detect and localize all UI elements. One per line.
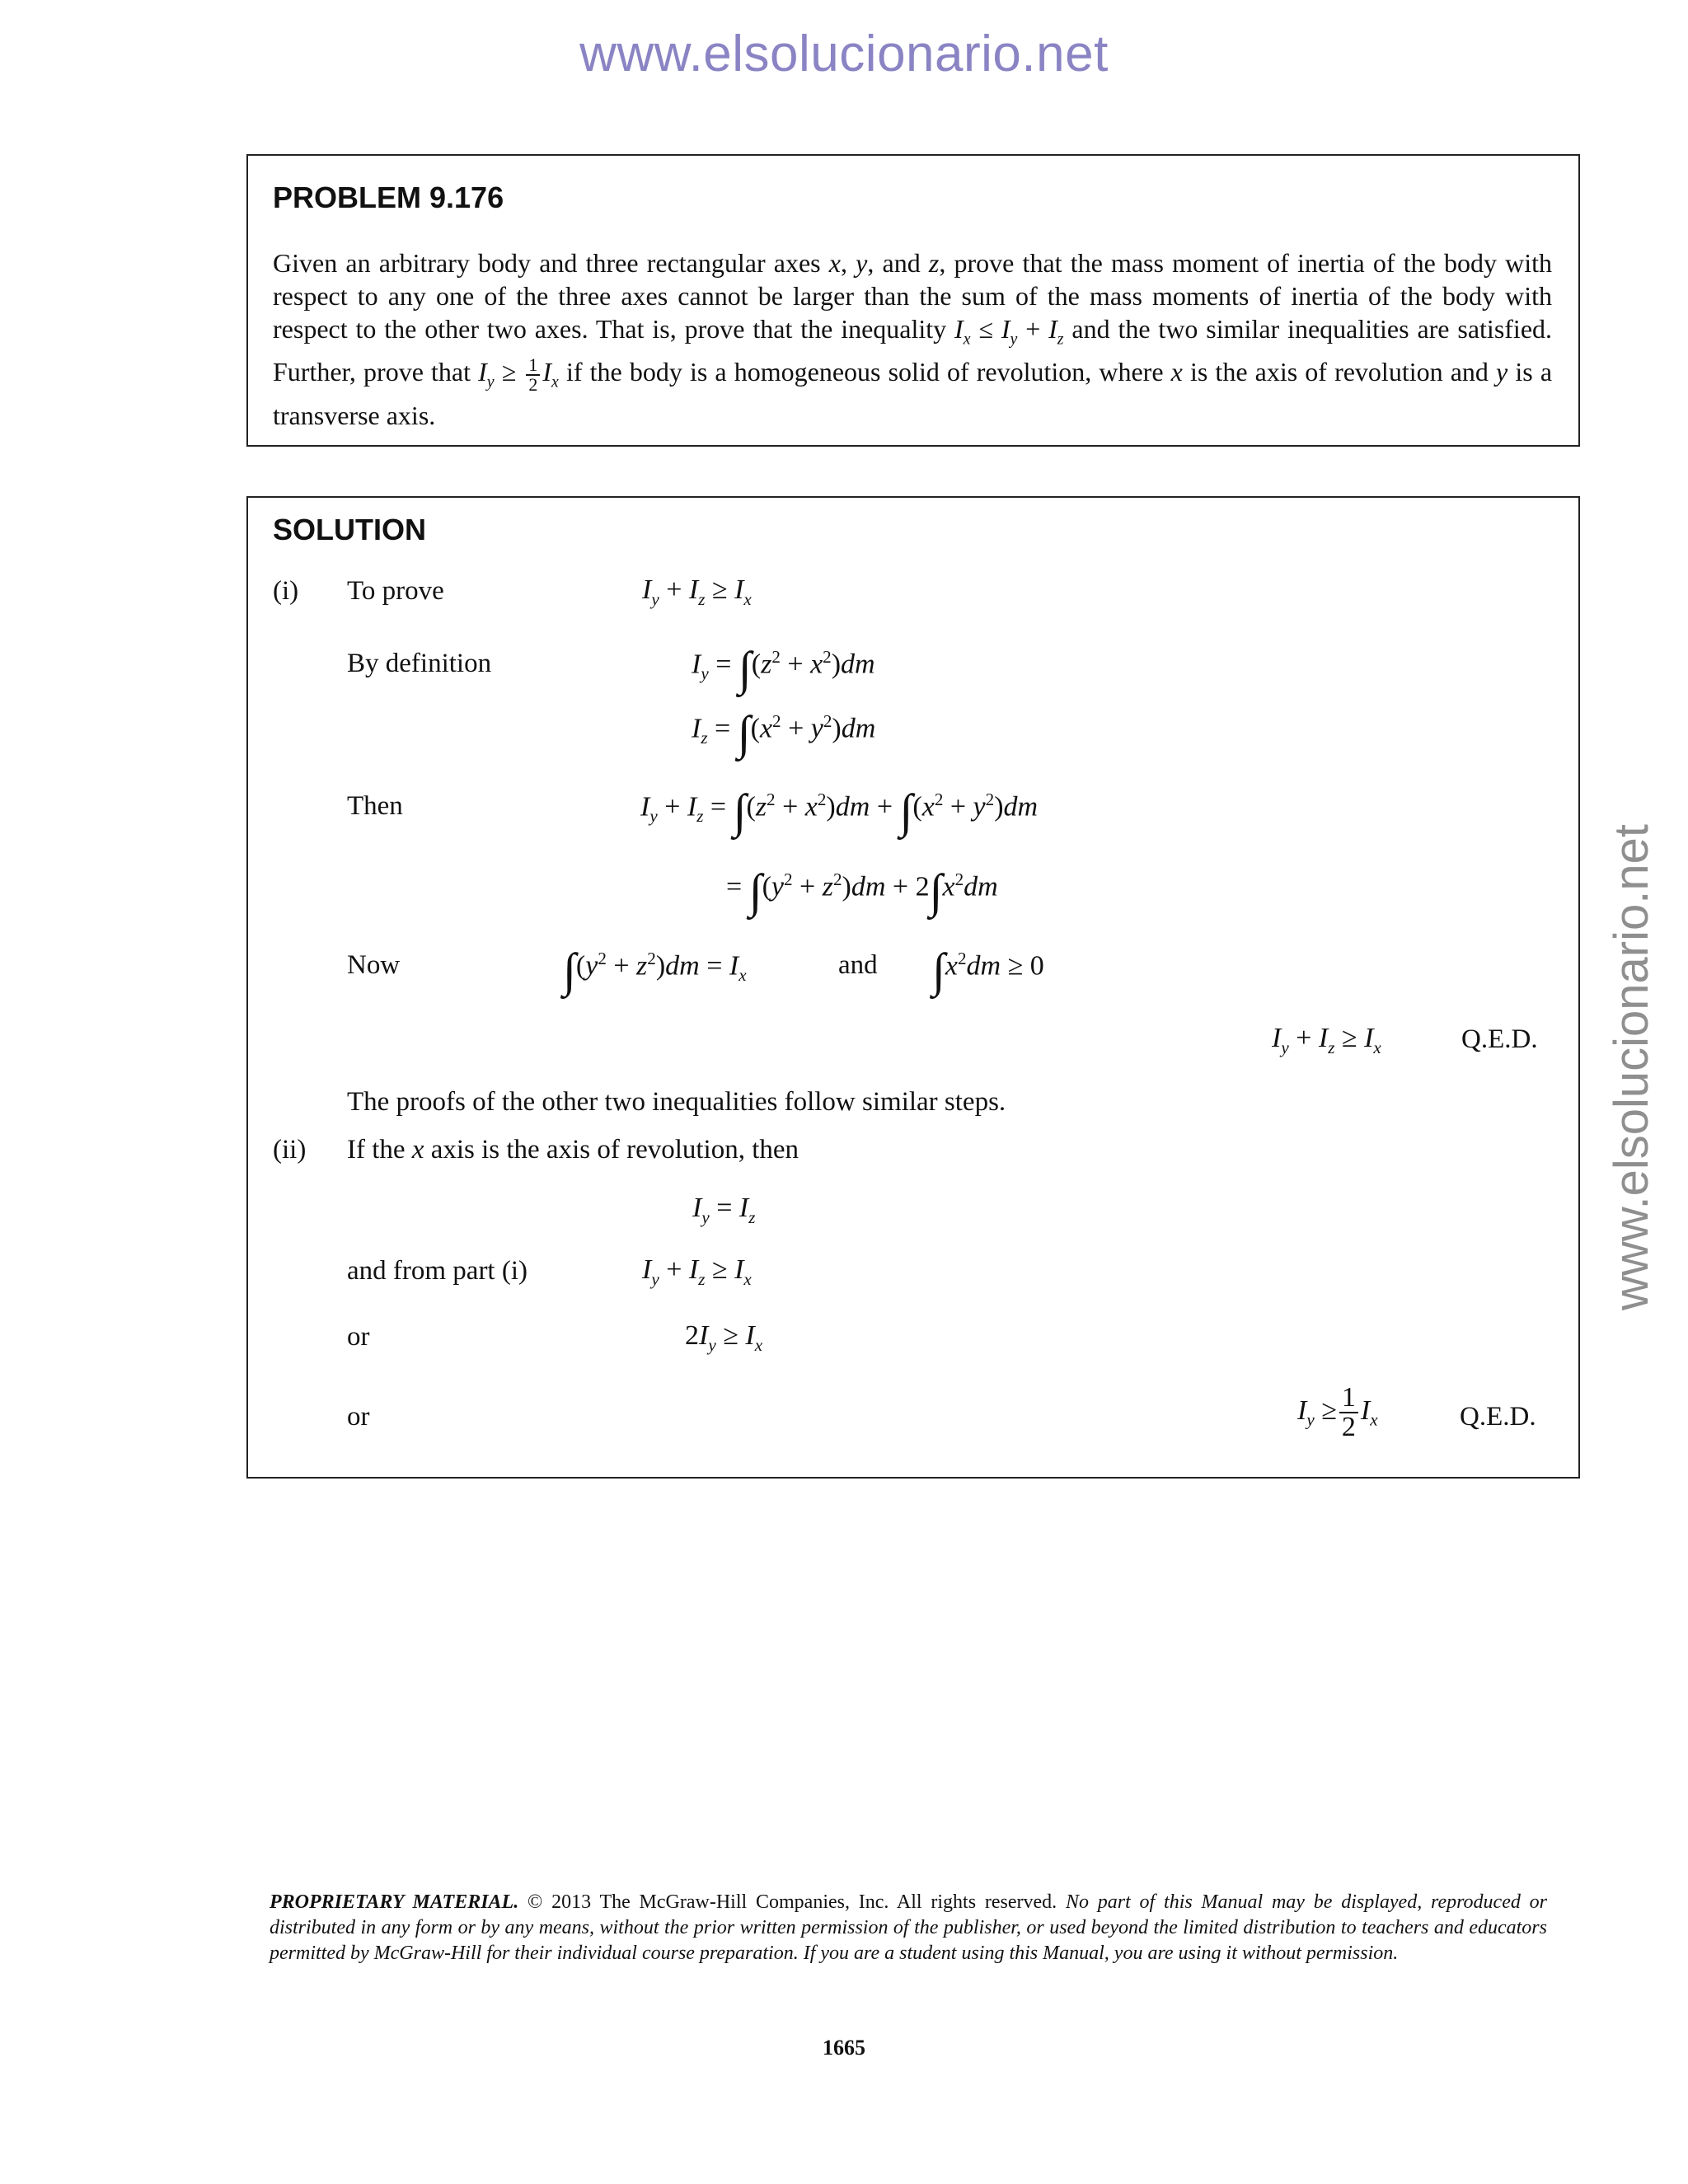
part-ii-label: (ii) (273, 1135, 307, 1165)
copyright-footer (270, 1890, 1547, 1966)
watermark-top: www.elsolucionario.net (579, 26, 1109, 82)
result-part-i: $I_y + I_z \ge I_x$ (1272, 1023, 1381, 1057)
result-part-ii: $I_y$ ≥ $\frac{1}{2}$ $I_x$ (1297, 1382, 1378, 1442)
equation-iy-equals-iz: $I_y = I_z$ (692, 1193, 756, 1227)
problem-box (246, 154, 1580, 447)
qed-part-i: Q.E.D. (1461, 1024, 1538, 1054)
equation-to-prove: $I_y + I_z \ge I_x$ (642, 574, 752, 609)
from-part-i-label: and from part (i) (347, 1256, 528, 1286)
qed-part-ii: Q.E.D. (1460, 1402, 1536, 1432)
equation-ix-integral: $\int(y^2 + z^2)dm = I_x$ (563, 943, 747, 997)
then-label: Then (347, 791, 403, 821)
problem-title: PROBLEM 9.176 (273, 180, 504, 214)
or-label-1: or (347, 1322, 370, 1352)
problem-statement: Given an arbitrary body and three rectangular axes x, y, and z, prove that the mass moment of inertia of the body with respect to any one of the three axes cannot be larger than the sum of the mass moments of inertia of the body with respect to the other two axes. That is, prove that the inequality $I_x \le I_y + I_z$ and the two similar inequalities are satisfied. Further, prove that $I_y$ ≥ $\frac{1}{2}$ $I_x$ if the body is a homogeneous solid of revolution, where x is the axis of revolution and y is a transverse axis. (273, 248, 1553, 430)
equation-iz-definition: $I_z = \int(x^2 + y^2)dm$ (692, 705, 876, 760)
equation-two-iy: $2I_y \ge I_x$ (685, 1320, 763, 1355)
equation-sum-rearranged: = $\int(y^2 + z^2)dm + 2\int x^2dm$ (726, 864, 998, 918)
equation-from-part-i: $I_y + I_z \ge I_x$ (642, 1254, 752, 1289)
watermark-side: www.elsolucionario.net (1605, 824, 1658, 1310)
and-label: and (838, 950, 878, 980)
equation-positive-integral: $\int x^2dm \ge 0$ (932, 943, 1044, 997)
by-definition-label: By definition (347, 649, 492, 678)
other-proofs-text: The proofs of the other two inequalities follow similar steps. (347, 1087, 1006, 1117)
axis-revolution-text: If the x axis is the axis of revolution, then (347, 1135, 799, 1165)
to-prove-label: To prove (347, 576, 444, 606)
solution-title: SOLUTION (273, 513, 426, 546)
footer-notice: No part of this Manual may be displayed, reproduced or distributed in any form or by any means, without the prior written permission of the publisher, or used beyond the limited distribution to teachers and educators permitted by McGraw-Hill for their individual course preparation. If you are a student using this Manual, you are using it without permission. (270, 1891, 1547, 1964)
or-label-2: or (347, 1402, 370, 1432)
footer-lead: PROPRIETARY MATERIAL. (270, 1891, 519, 1913)
part-i-label: (i) (273, 576, 299, 606)
equation-sum: $I_y + I_z = \int(z^2 + x^2)dm + \int(x^2 + y^2)dm$ (640, 784, 1039, 838)
page-number: 1665 (823, 2036, 865, 2060)
now-label: Now (347, 950, 401, 980)
equation-iy-definition: $I_y = \int(z^2 + x^2)dm$ (692, 641, 875, 696)
footer-copyright: © 2013 The McGraw-Hill Companies, Inc. All rights reserved. (528, 1891, 1057, 1913)
solution-box (246, 496, 1580, 1479)
